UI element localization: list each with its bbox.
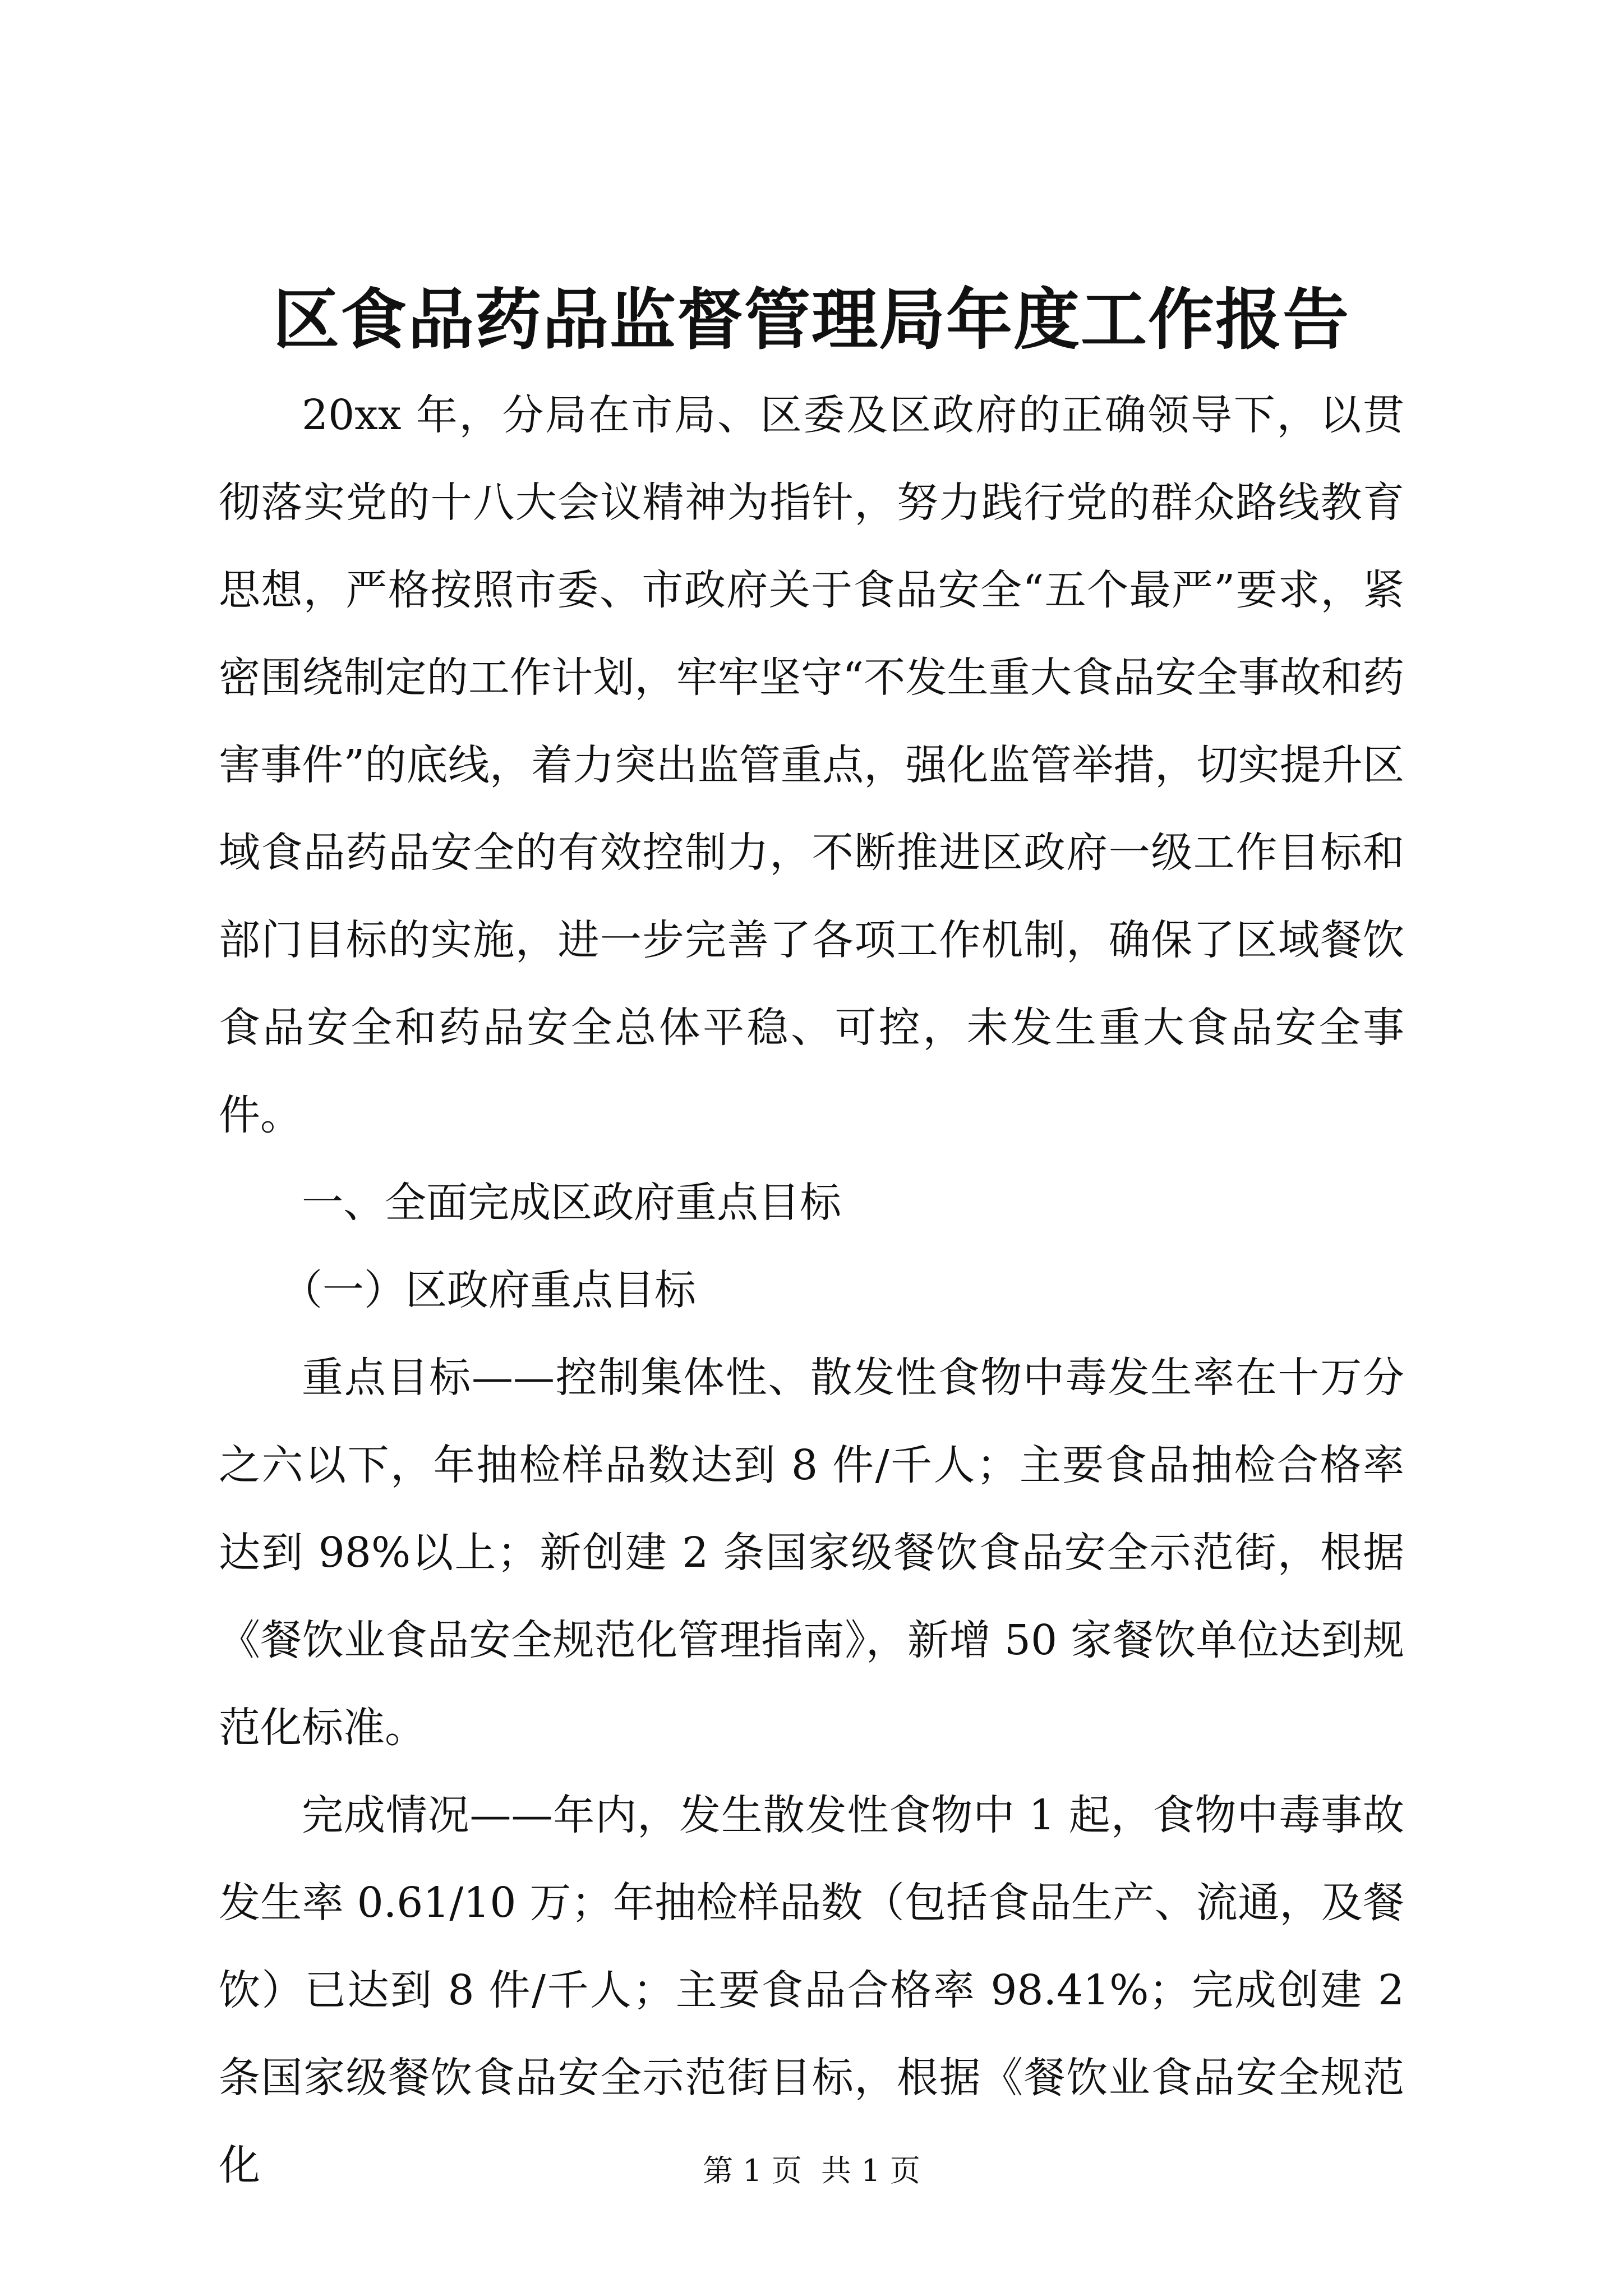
page-number-footer: 第 1 页 共 1 页 xyxy=(703,2153,920,2188)
targets-paragraph: 重点目标——控制集体性、散发性食物中毒发生率在十万分之六以下，年抽检样品数达到 8 件/千人；主要食品抽检合格率达到 98%以上；新创建 2 条国家级餐饮食品安全示范街，根据《餐饮业食品安全规范化管理指南》，新增 50 家餐饮单位达到规范化标准。 xyxy=(219,1354,1404,1752)
document-body xyxy=(219,371,1404,2209)
section-heading: 一、全面完成区政府重点目标 xyxy=(302,1179,841,1227)
completion-paragraph: 完成情况——年内，发生散发性食物中 1 起，食物中毒事故发生率 0.61/10 万；年抽检样品数（包括食品生产、流通，及餐饮）已达到 8 件/千人；主要食品合格率 98.41%；完成创建 2 条国家级餐饮食品安全示范街目标，根据《餐饮业食品安全规范化 xyxy=(219,1791,1404,2189)
intro-paragraph: 20xx 年，分局在市局、区委及区政府的正确领导下，以贯彻落实党的十八大会议精神为指针，努力践行党的群众路线教育思想，严格按照市委、市政府关于食品安全“五个最严”要求，紧密围绕制定的工作计划，牢牢坚守“不发生重大食品安全事故和药害事件”的底线，着力突出监管重点，强化监管举措，切实提升区域食品药品安全的有效控制力，不断推进区政府一级工作目标和部门目标的实施，进一步完善了各项工作机制，确保了区域餐饮食品安全和药品安全总体平稳、可控，未发生重大食品安全事件。 xyxy=(219,391,1404,1139)
subsection-heading: （一）区政府重点目标 xyxy=(281,1266,696,1314)
document-title: 区食品药品监督管理局年度工作报告 xyxy=(273,280,1350,358)
